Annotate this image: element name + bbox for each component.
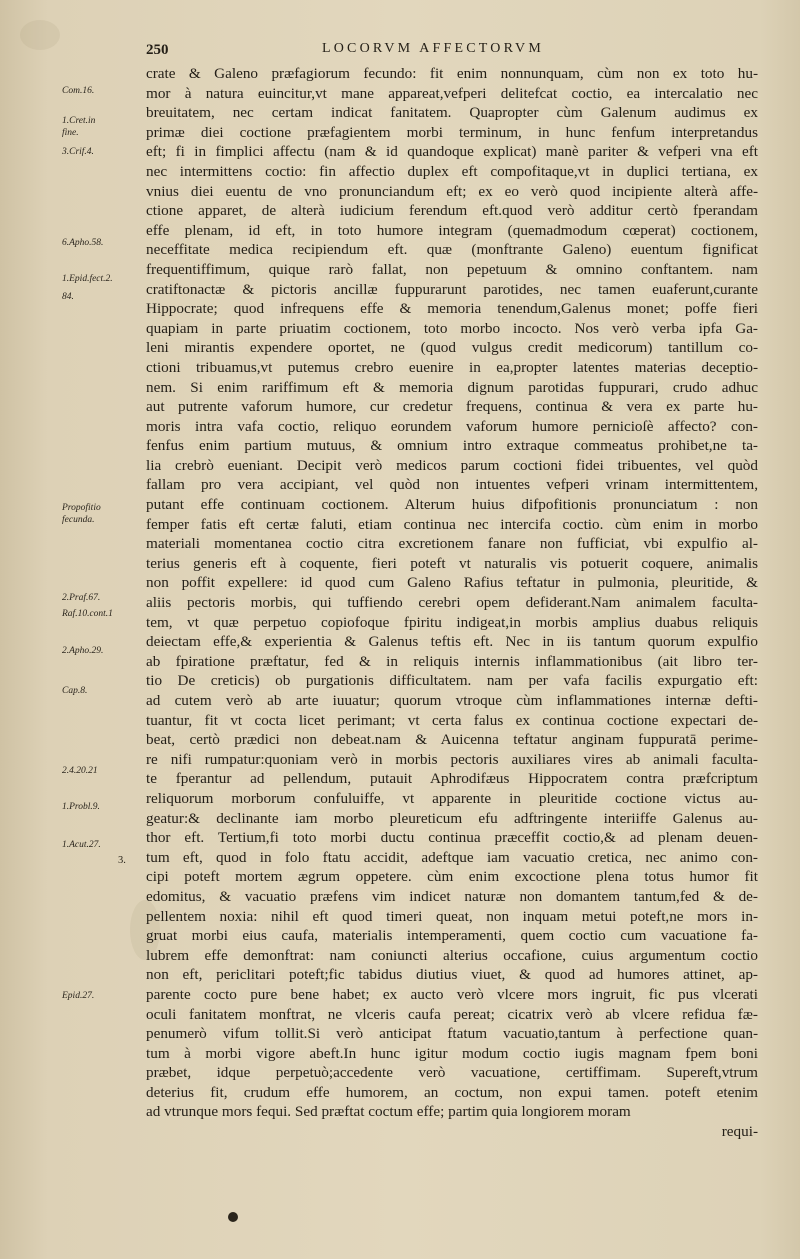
text-line: non poffit expellere: id quod cum Galeno Rafius teftatur in pulmonia, pleuritide, &	[146, 574, 758, 592]
text-line: geatur:& declinante iam morbo pleureticum efu adftringente interiiffe Galenus au-	[146, 809, 758, 827]
margin-note: 2.Apho.29.	[62, 646, 104, 656]
text-line: fenfus enim partium mutuus, & omnium intro extraque commeatus prohibet,ne ta-	[146, 437, 758, 455]
margin-note: Epid.27.	[62, 991, 95, 1001]
text-line: cratiftonactæ & pictoris ancillæ fuppurarunt parotides, nec tamen euaferunt,curante	[146, 280, 758, 298]
margin-note: 1.Acut.27.	[62, 840, 101, 850]
text-line: materiali momentanea coctio citra excretionem fanare non fufficiat, vbi expulfio al-	[146, 535, 758, 553]
text-line: lia crebrò eueniant. Decipit verò medicos parum coctioni fidei tribuentes, vel quòd	[146, 456, 758, 474]
text-line: cipi poteft mortem ægrum oppetere. cùm enim excoctione plena totus humor fit	[146, 868, 758, 886]
text-line: aliis pectoris morbis, qui tuffiendo cerebri opem defiderant.Nam animalem faculta-	[146, 594, 758, 612]
text-line: tio De creticis) ob purgationis difficultatem. nam per vafa facilis expurgatio eft:	[146, 672, 758, 690]
text-line: penumerò vifum tollit.Si verò anticipat ftatum vacuatio,tantum à perfectione quan-	[146, 1025, 758, 1043]
text-line: tum à morbi vigore abeft.In hunc igitur modum coctio iugis magnam fpem boni	[146, 1044, 758, 1062]
text-line: eft; fi in fimplici affectu (nam & id quandoque explicat) manè pariter & vefperi vna eft	[146, 143, 758, 161]
text-line: mor à natura euincitur,vt mane appareat,vefperi delitefcat coctio, ea intercalatio nec	[146, 84, 758, 102]
text-line: lubrem effe demonftrat: nam coniuncti alterius occafione, cuius argumentum coctio	[146, 946, 758, 964]
text-line: reliquorum morborum confuluiffe, vt apparente in pleuritide coctione victus au-	[146, 789, 758, 807]
text-line: breuitatem, nec certam indicat fanitatem. Quapropter cùm Galenum audimus ex	[146, 104, 758, 122]
text-line: ctioni tribuamus,vt putemus crebro euenire in ea,propter latentes materias deceptio-	[146, 358, 758, 376]
margin-note: 3.	[118, 855, 126, 866]
bottom-ornament-icon	[228, 1212, 238, 1222]
text-line: præbet, idque perpetuò;accedente verò vacuatione, certiffimam. Supereft,vtrum	[146, 1064, 758, 1082]
text-line: beat, certò prædici non debeat.nam & Auicenna teftatur anginam fuppuratā perime-	[146, 731, 758, 749]
margin-note: 1.Epid.fect.2.	[62, 274, 113, 284]
running-title: LOCORVM AFFECTORVM	[322, 41, 544, 56]
margin-note: Com.16.	[62, 86, 95, 96]
text-line: aut putrente vaforum humore, cur credetur frequens, continua & vera ex parte hu-	[146, 398, 758, 416]
text-line: tum eft, quod in folo ftatu accidit, adeftque iam vacuatio cretica, nec animo con-	[146, 848, 758, 866]
text-line: effe plenam, id eft, in toto humore integram (quemadmodum cœperat) coctionem,	[146, 221, 758, 239]
text-line: deiectam effe,& experientia & Galenus teftis eft. Nec in iis tantum quorum expulfio	[146, 633, 758, 651]
text-line: putant effe continuam coctionem. Alterum huius difpofitionis pronunciatum : non	[146, 496, 758, 514]
page-header	[146, 38, 786, 62]
text-line: primæ diei coctione præfagientem morbi terminum, in hunc fenfum interpretandus	[146, 123, 758, 141]
text-line: vnius diei euentu de vno pronunciandum eft; ex eo verò quod incipiente alterà affe-	[146, 182, 758, 200]
margin-note: 2.4.20.21	[62, 766, 98, 776]
text-line: femper fatis eft certæ faluti, etiam continua nec intercifa coctio. cùm enim in morbo	[146, 515, 758, 533]
text-line: fallam pro vera accipiant, vel quòd non intuentes vefperi vrinam intermittentem,	[146, 476, 758, 494]
margin-note: Propofitio	[62, 503, 101, 513]
text-line: quapiam in parte priuatim coctionem, toto morbo incocto. Nos verò verba ipfa Ga-	[146, 319, 758, 337]
text-line: leni mirantis expendere oportet, ne (quod vulgus credit medicorum) tantillum co-	[146, 339, 758, 357]
text-line: tem, vt quæ perpetuo copiofoque fpiritu indigeat,in morbis amplius duabus reliquis	[146, 613, 758, 631]
margin-note: fecunda.	[62, 515, 95, 525]
text-line: crate & Galeno præfagiorum fecundo: fit enim nonnunquam, cùm non ex toto hu-	[146, 65, 758, 82]
text-line: ab fpiratione præftatur, fed & in reliquis internis inflammationibus (ait libro ter-	[146, 652, 758, 670]
text-line: te fperantur ad pellendum, putauit Aphrodifæus Hippocratem contra præfcriptum	[146, 770, 758, 788]
text-line: frequentiffimum, quique rarò fallat, non pepetuum & omnino conftantem. nam	[146, 260, 758, 278]
text-line: deterius fit, crudum effe humorem, an coctum, non expui tamen. poteft etenim	[146, 1083, 758, 1101]
text-line: nem. Si enim rariffimum eft & memoria dignum parotidas fuppurari, crudo adhuc	[146, 378, 758, 396]
text-line: nec intermittens coctio: fin affectio duplex eft compofitaque,vt in duplici tertiana, ex	[146, 162, 758, 180]
paper-stain	[20, 20, 60, 50]
margin-note: 2.Praf.67.	[62, 593, 101, 603]
text-line: tuantur, fit vt cocta licet perimant; vt certa falus ex continua coctione expectari de-	[146, 711, 758, 729]
margin-note: fine.	[62, 128, 79, 138]
text-line: neceffitate medica recipiendum eft. quæ (monftrante Galeno) euentum fignificat	[146, 241, 758, 259]
text-line: ad vtrunque mors fequi. Sed præftat coctum effe; partim quia longiorem moram	[146, 1103, 631, 1121]
margin-note: Raf.10.cont.1	[62, 609, 113, 619]
page-number: 250	[146, 42, 169, 58]
text-line: moris intra vafa coctio, reliquo eorundem vaforum humore pernicioſè affecto? con-	[146, 417, 758, 435]
text-line: parente cocto pure bene habet; ex aucto verò vlcere mors ingruit, fic pus vlcerati	[146, 985, 758, 1003]
text-line: terius generis eft à coquente, fieri poteft vt naturalis vis potuerit coquere, animalis	[146, 554, 758, 572]
text-line: gruat morbi eius caufa, materialis intemperamenti, quem coctio cum vacuatione fa-	[146, 927, 758, 945]
margin-note: 6.Apho.58.	[62, 238, 104, 248]
margin-note: 84.	[62, 292, 74, 302]
text-line: non eft, periclitari poteft;fic tabidus diutius viuet, & quod ad humores attinet, ap-	[146, 966, 758, 984]
text-line: pellentem noxia: nihil eft quod timeri queat, non inquam metui poteft,ne mors in-	[146, 907, 758, 925]
text-line: re nifi rumpatur:quoniam verò in morbis pectoris auxiliares vires ab animali faculta-	[146, 750, 758, 768]
text-line: ctione apparet, de alterà iudicium ferendum eft.quod verò additur certò fperandam	[146, 202, 758, 220]
catchword: requi-	[721, 1123, 758, 1141]
margin-note: Cap.8.	[62, 686, 88, 696]
margin-note: 3.Crif.4.	[62, 147, 94, 157]
text-line: thor eft. Tertium,fi toto morbi ductu continua præceffit coctio,& ad plenam deuen-	[146, 829, 758, 847]
text-line: oculi fanitatem monftrat, ne vlceris caufa pereat; cicatrix verò ab vlcere refidua fæ-	[146, 1005, 758, 1023]
body-text	[146, 64, 758, 1142]
text-line: Hippocrate; quod infrequens effe & memoria tenendum,Galenus monet; poffe fieri	[146, 300, 758, 318]
margin-note: 1.Cret.in	[62, 116, 96, 126]
text-line: edomitus, & vacuatio præfens vim indicet naturæ non domantem tantum,fed & de-	[146, 887, 758, 905]
text-line: ad cutem verò ab arte iuuatur; quorum vtroque cùm inflammationes internæ defti-	[146, 692, 758, 709]
margin-note: 1.Probl.9.	[62, 802, 100, 812]
